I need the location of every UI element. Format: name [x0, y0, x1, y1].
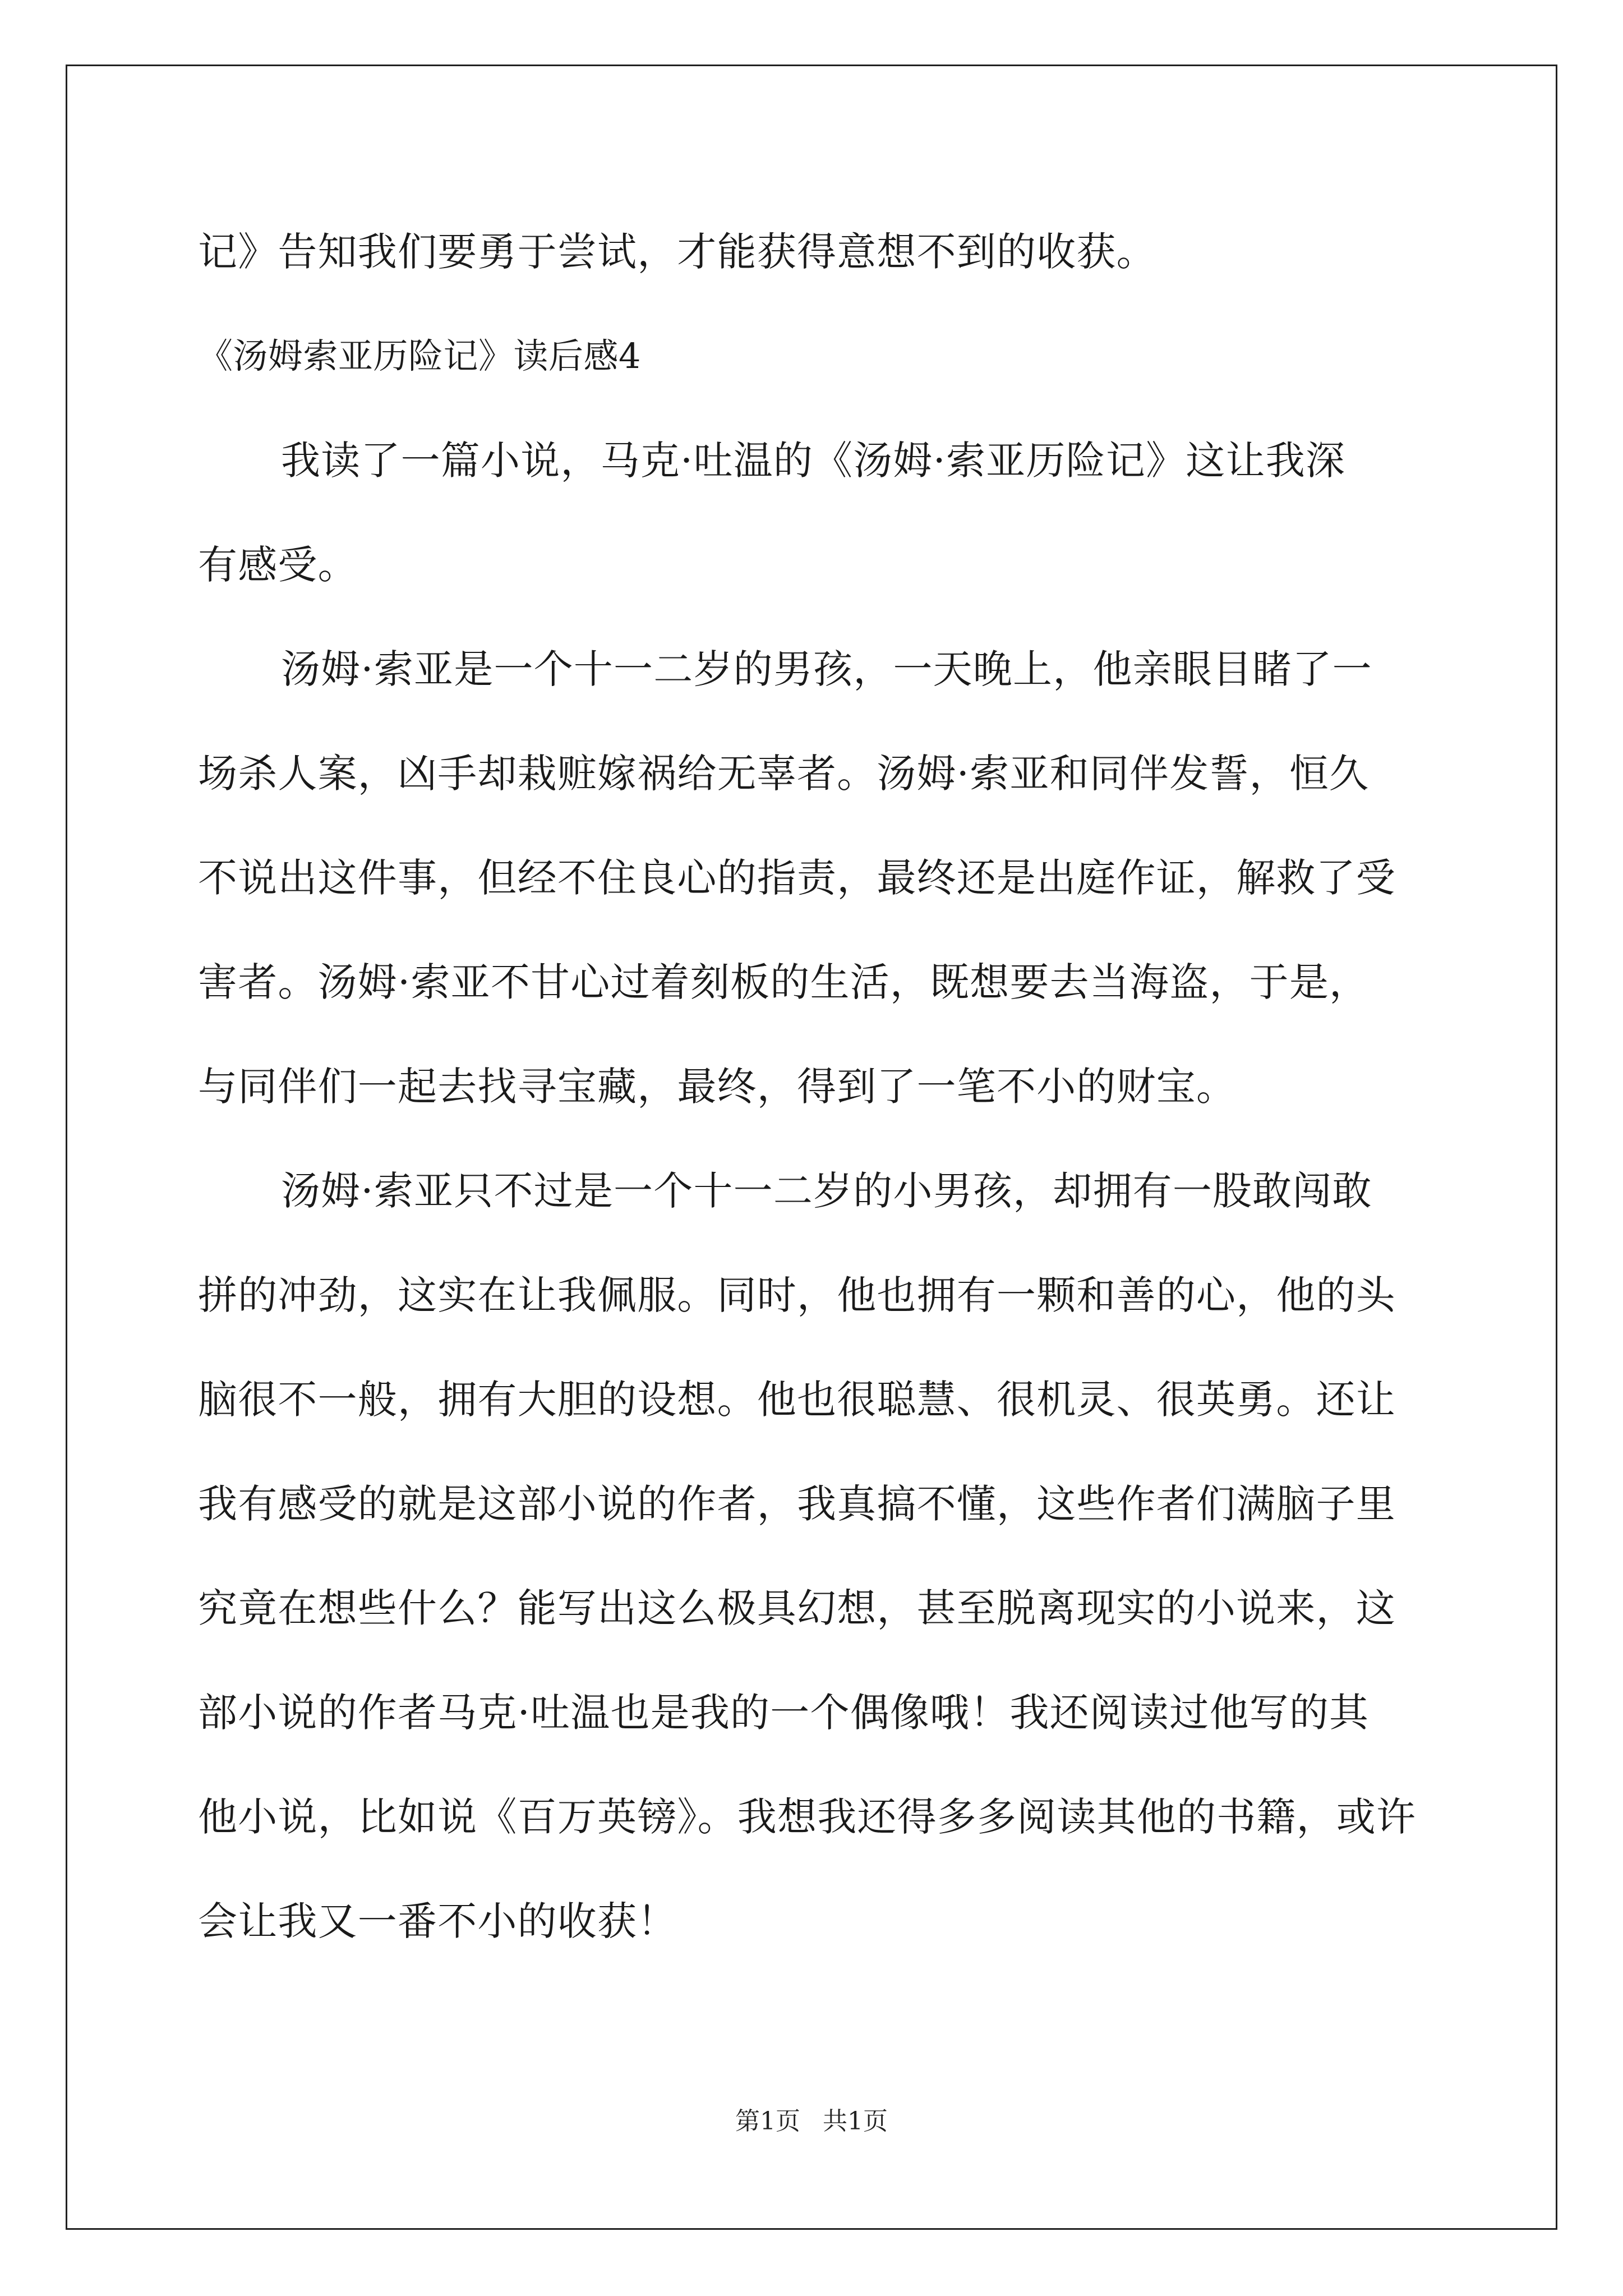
paragraph-line: 他小说，比如说《百万英镑》。我想我还得多多阅读其他的书籍，或许	[198, 1794, 1417, 1840]
section-title: 《汤姆索亚历险记》读后感4	[198, 335, 641, 376]
paragraph-line: 脑很不一般，拥有大胆的设想。他也很聪慧、很机灵、很英勇。还让	[198, 1377, 1396, 1423]
paragraph-line: 汤姆·索亚是一个十一二岁的男孩，一天晚上，他亲眼目睹了一	[281, 646, 1372, 692]
paragraph-line: 与同伴们一起去找寻宝藏，最终，得到了一笔不小的财宝。	[198, 1064, 1237, 1110]
paragraph-line: 会让我又一番不小的收获！	[198, 1898, 677, 1944]
paragraph-line: 我读了一篇小说，马克·吐温的《汤姆·索亚历险记》这让我深	[281, 438, 1346, 484]
paragraph-line: 拼的冲劲，这实在让我佩服。同时，他也拥有一颗和善的心，他的头	[198, 1272, 1396, 1318]
page-total: 共1页	[823, 2107, 888, 2136]
paragraph-line: 部小说的作者马克·吐温也是我的一个偶像哦！我还阅读过他写的其	[198, 1690, 1370, 1736]
text-line: 记》告知我们要勇于尝试，才能获得意想不到的收获。	[198, 229, 1156, 275]
page-number: 第1页	[735, 2107, 800, 2136]
page-footer	[0, 2105, 1623, 2138]
paragraph-line: 不说出这件事，但经不住良心的指责，最终还是出庭作证，解救了受	[198, 855, 1396, 901]
paragraph-line: 汤姆·索亚只不过是一个十一二岁的小男孩，却拥有一股敢闯敢	[281, 1168, 1372, 1214]
paragraph-line: 有感受。	[198, 542, 358, 588]
paragraph-line: 我有感受的就是这部小说的作者，我真搞不懂，这些作者们满脑子里	[198, 1481, 1396, 1527]
paragraph-line: 害者。汤姆·索亚不甘心过着刻板的生活，既想要去当海盗，于是，	[198, 959, 1370, 1005]
paragraph-line: 场杀人案，凶手却栽赃嫁祸给无辜者。汤姆·索亚和同伴发誓，恒久	[198, 751, 1370, 797]
document-body	[198, 200, 1421, 1973]
paragraph-line: 究竟在想些什么？能写出这么极具幻想，甚至脱离现实的小说来，这	[198, 1585, 1396, 1631]
